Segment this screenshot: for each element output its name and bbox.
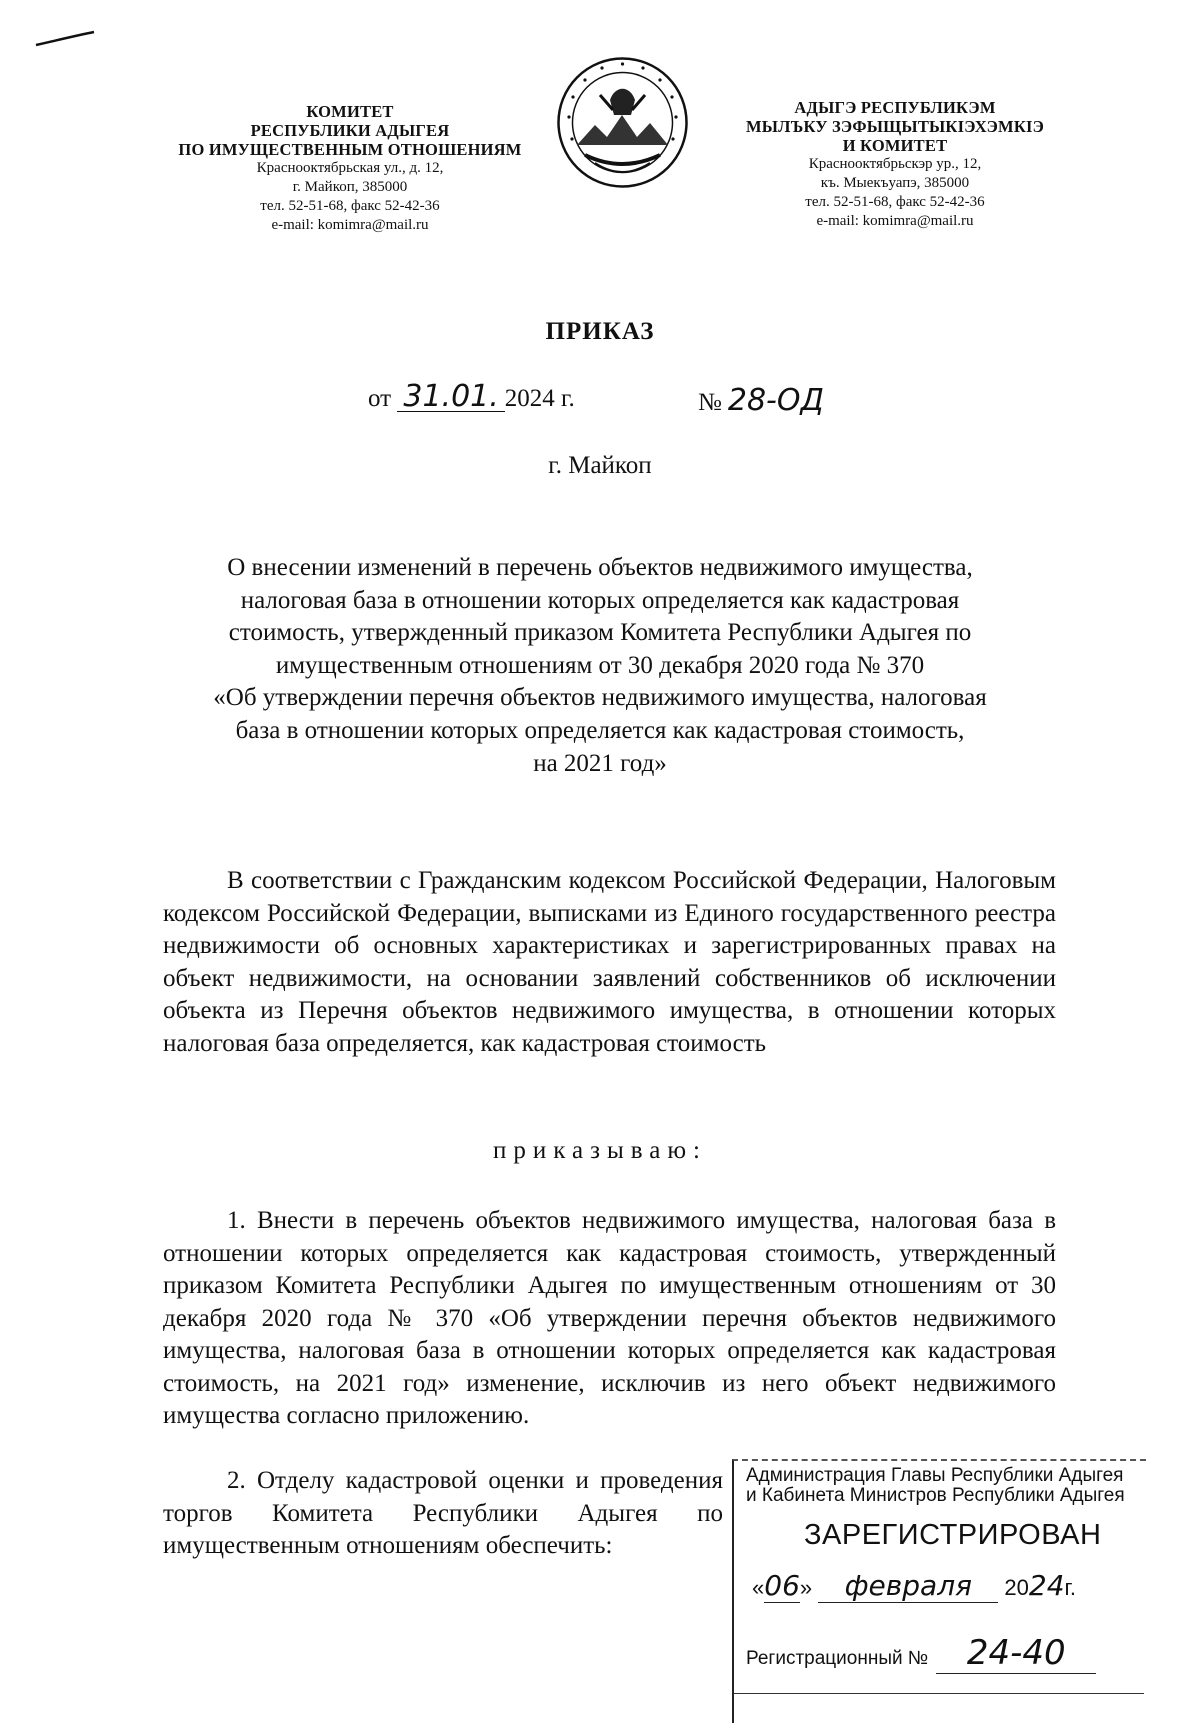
- number-prefix: №: [698, 389, 722, 416]
- date-prefix: от: [368, 385, 392, 412]
- stamp-authority-line1: Администрация Главы Республики Адыгея: [746, 1465, 1124, 1486]
- header-right-address1: Краснооктябрьскэр ур., 12,: [808, 156, 982, 172]
- header-left-email: e-mail: komimra@mail.ru: [271, 217, 429, 233]
- registration-stamp: [732, 1459, 1146, 1723]
- stamp-reg-number: 24-40: [936, 1633, 1096, 1674]
- date-handwritten: 31.01.: [397, 383, 504, 412]
- header-right: [695, 98, 1095, 231]
- stamp-divider: [734, 1693, 1144, 1694]
- number-handwritten: 28-ОД: [727, 383, 824, 418]
- order-date: [368, 379, 575, 414]
- clause-2-paragraph: 2. Отделу кадастровой оценки и проведения торгов Комитета Республики Адыгея по имущественным отношениям обеспечить:: [163, 1467, 723, 1559]
- orders-word: приказываю:: [493, 1137, 707, 1164]
- subject-line: на 2021 год»: [533, 749, 667, 777]
- stamp-date: [752, 1569, 1132, 1603]
- header-right-line3: И КОМИТЕТ: [842, 136, 948, 155]
- city: г. Майкоп: [548, 452, 652, 479]
- preamble-paragraph: В соответствии с Гражданским кодексом Российской Федерации, Налоговым кодексом Российской Федерации, выписками из Единого государственного реестра недвижимости об основных характеристиках и зарегистрированных правах на объект недвижимости, на основании заявлений собственников об исключении объекта из Перечня объектов недвижимого имущества, в отношении которых налоговая база определяется, как кадастровая стоимость: [163, 867, 1056, 1057]
- stamp-year-prefix: 20: [1004, 1575, 1029, 1600]
- header-right-address2: къ. Мыекъуапэ, 385000: [820, 175, 970, 191]
- header-left-phone: тел. 52-51-68, факс 52-42-36: [260, 198, 440, 214]
- subject-line: налоговая база в отношении которых определяется как кадастровая: [240, 586, 960, 614]
- stamp-reg-label: Регистрационный №: [746, 1648, 929, 1669]
- header-right-line2: МЫЛЪКУ ЗЭФЫЩЫТЫКIЭХЭМКIЭ: [745, 117, 1045, 136]
- order-subject: [150, 552, 1050, 780]
- pen-stroke-mark: [34, 30, 96, 48]
- subject-line: «Об утверждении перечня объектов недвижимого имущества, налоговая: [213, 684, 987, 712]
- header-left-line3: ПО ИМУЩЕСТВЕННЫМ ОТНОШЕНИЯМ: [178, 140, 522, 159]
- stamp-year: 24: [1028, 1569, 1065, 1602]
- order-number: [698, 383, 824, 418]
- stamp-month: февраля: [844, 1569, 972, 1602]
- stamp-authority-line2: и Кабинета Министров Республики Адыгея: [746, 1485, 1125, 1506]
- header-right-email: e-mail: komimra@mail.ru: [816, 213, 974, 229]
- subject-line: О внесении изменений в перечень объектов недвижимого имущества,: [227, 554, 973, 581]
- stamp-registration-number: [746, 1633, 1096, 1674]
- stamp-open-quote: «: [752, 1575, 765, 1600]
- clause-1-paragraph: 1. Внести в перечень объектов недвижимого имущества, налоговая база в отношении которых определяется как кадастровая стоимость, утвержденный приказом Комитета Республики Адыгея по имущественным отношениям от 30 декабря 2020 года № 370 «Об утверждении перечня объектов недвижимого имущества, налоговая база в отношении которых определяется как кадастровая стоимость, на 2021 год» изменение, исключив из него объект недвижимого имущества согласно приложению.: [163, 1207, 1056, 1429]
- subject-line: имущественным отношениям от 30 декабря 2020 года № 370: [275, 651, 925, 679]
- subject-line: стоимость, утвержденный приказом Комитета Республики Адыгея по: [228, 619, 972, 647]
- header-left-line1: КОМИТЕТ: [306, 102, 394, 121]
- header-left-address1: Краснооктябрьская ул., д. 12,: [256, 160, 444, 176]
- coat-of-arms-icon: [555, 55, 690, 190]
- header-left: [150, 102, 550, 235]
- header-left-address2: г. Майкоп, 385000: [292, 179, 408, 195]
- document-title: ПРИКАЗ: [545, 318, 655, 345]
- subject-line: база в отношении которых определяется как кадастровая стоимость,: [235, 716, 965, 744]
- stamp-registered: ЗАРЕГИСТРИРОВАН: [804, 1519, 1102, 1551]
- date-suffix: 2024 г.: [504, 385, 575, 412]
- stamp-close-quote: »: [799, 1575, 813, 1600]
- header-right-phone: тел. 52-51-68, факс 52-42-36: [805, 194, 985, 210]
- stamp-day: 06: [764, 1569, 800, 1602]
- header-right-line1: АДЫГЭ РЕСПУБЛИКЭМ: [794, 98, 996, 117]
- header-left-line2: РЕСПУБЛИКИ АДЫГЕЯ: [250, 121, 450, 140]
- stamp-year-suffix: г.: [1064, 1575, 1076, 1600]
